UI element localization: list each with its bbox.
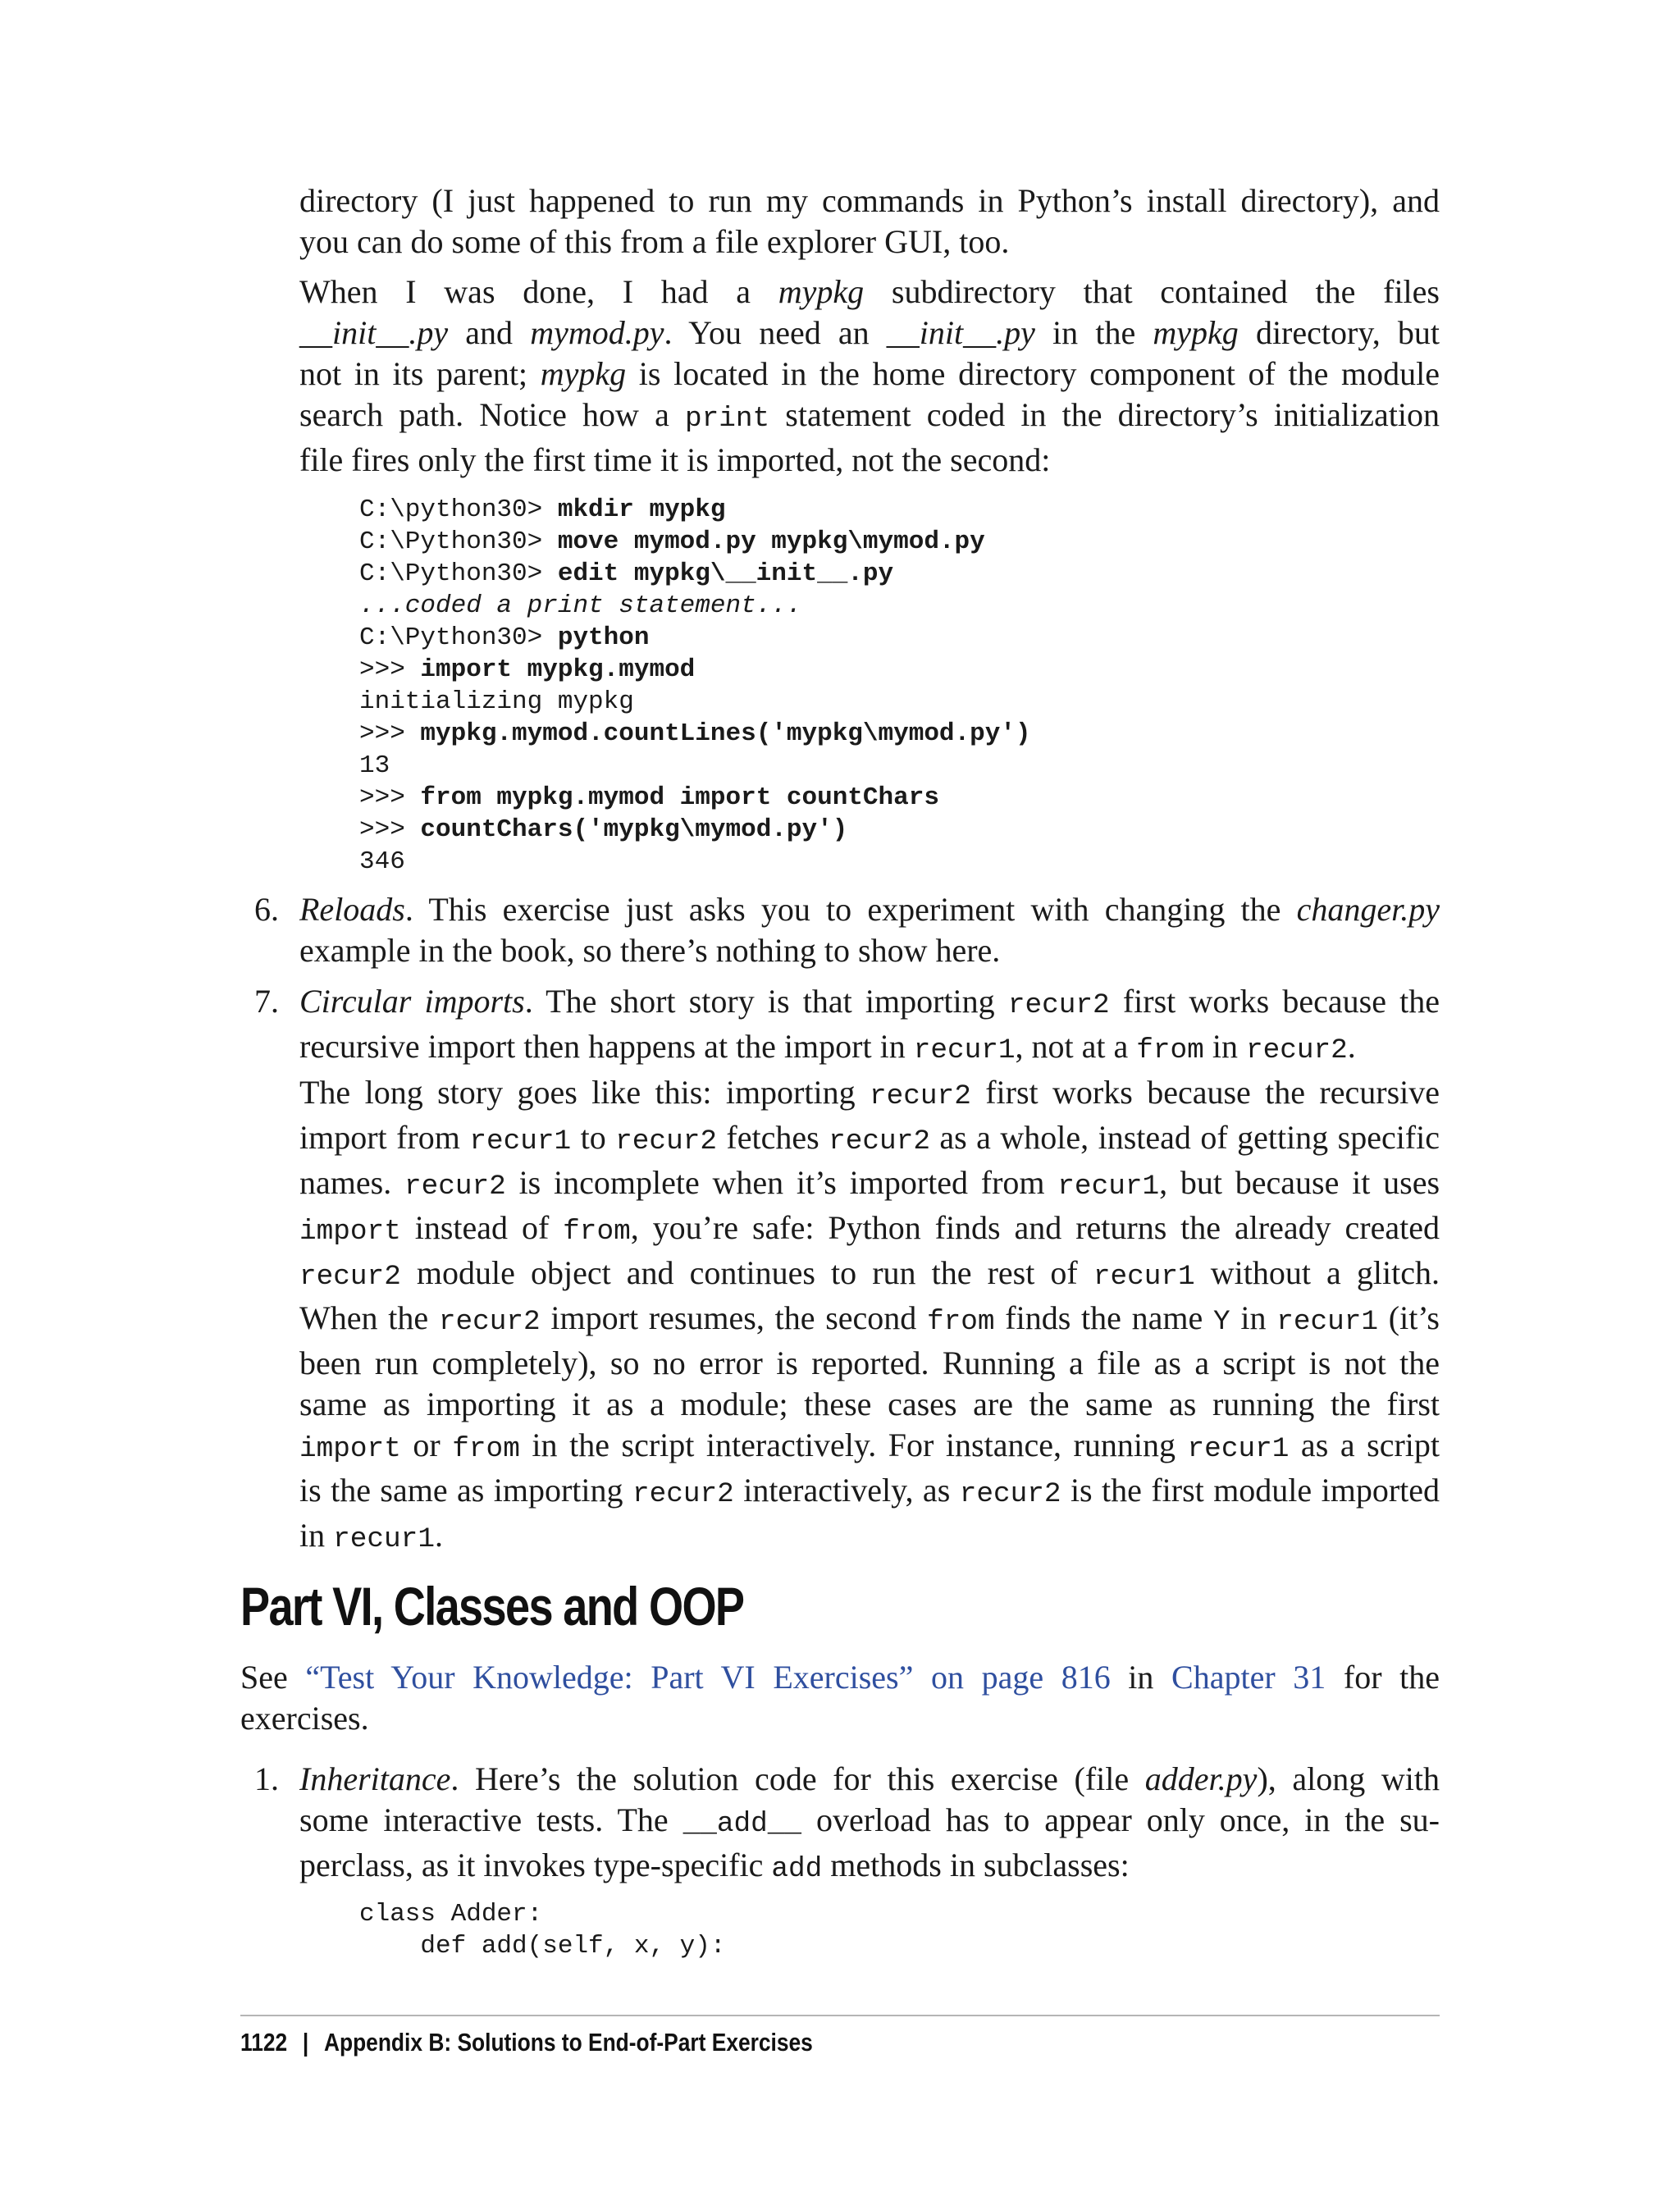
list-item-inheritance bbox=[299, 1759, 1440, 1890]
code-prompt: >>> bbox=[359, 815, 421, 844]
page-footer bbox=[240, 2026, 813, 2059]
inline-code: recur1 bbox=[1057, 1171, 1160, 1203]
text-run: been run completely), so no error is reported. Running a file as a script is not the bbox=[299, 1344, 1440, 1381]
text-line: See “Test Your Knowledge: Part VI Exercises” on page 816 in Chapter 31 for the bbox=[240, 1659, 1440, 1696]
text-run: in bbox=[1230, 1299, 1277, 1336]
inline-code: recur2 bbox=[959, 1478, 1061, 1510]
text-run: is incomplete when it’s imported from bbox=[505, 1164, 1058, 1201]
text-line bbox=[299, 1343, 1440, 1384]
text-line bbox=[299, 1253, 1440, 1298]
code-line bbox=[359, 494, 1031, 526]
code-prompt: >>> bbox=[359, 655, 421, 684]
code-prompt: >>> bbox=[359, 719, 421, 748]
code-command: python bbox=[557, 623, 650, 652]
code-block-mypkg bbox=[359, 494, 1031, 878]
code-block-adder bbox=[359, 1898, 725, 1962]
text-line bbox=[299, 1072, 1440, 1117]
list-item-reloads bbox=[299, 889, 1440, 971]
text-run: same as importing it as a module; these cases are the same as running the first bbox=[299, 1386, 1440, 1422]
code-line bbox=[359, 814, 1031, 846]
text-run: import from bbox=[299, 1119, 470, 1156]
code-line bbox=[359, 526, 1031, 558]
mypkg-paragraph bbox=[299, 272, 1440, 481]
list-number: 1. bbox=[254, 1760, 279, 1797]
inline-code: recur2 bbox=[870, 1080, 971, 1112]
code-line: def add(self, x, y): bbox=[359, 1932, 726, 1961]
text-run: import resumes, the second bbox=[540, 1299, 927, 1336]
code-line bbox=[359, 558, 1031, 590]
text-line: you can do some of this from a file explorer GUI, too. bbox=[299, 223, 1010, 260]
list-item-circular-imports bbox=[299, 981, 1440, 1071]
code-prompt: initializing mypkg bbox=[359, 687, 634, 716]
text-line bbox=[299, 1298, 1440, 1343]
inline-code: recur2 bbox=[632, 1478, 734, 1510]
code-line: class Adder: bbox=[359, 1900, 543, 1929]
code-line bbox=[359, 590, 1031, 622]
inline-code: from bbox=[452, 1433, 520, 1465]
inline-code: Y bbox=[1212, 1306, 1230, 1338]
code-prompt: C:\python30> bbox=[359, 495, 558, 524]
text-run: finds the name bbox=[994, 1299, 1213, 1336]
code-prompt: >>> bbox=[359, 783, 421, 812]
inline-code: recur1 bbox=[469, 1125, 572, 1157]
chapter-link[interactable]: Chapter 31 bbox=[1171, 1659, 1326, 1696]
inline-code: recur2 bbox=[615, 1125, 717, 1157]
intro-paragraph bbox=[299, 180, 1440, 262]
footer-separator: | bbox=[302, 2028, 309, 2057]
text-line: not in its parent; mypkg is located in the home directory component of the module bbox=[299, 355, 1440, 392]
text-line: Reloads. This exercise just asks you to experiment with changing the changer.py bbox=[299, 891, 1440, 928]
text-run: , but because it uses bbox=[1159, 1164, 1440, 1201]
text-line: __init__.py and mymod.py. You need an __init__.py in the mypkg directory, but bbox=[299, 314, 1440, 351]
list-number: 6. bbox=[254, 891, 279, 928]
inline-code: import bbox=[299, 1216, 401, 1248]
text-line: Circular imports. The short story is that importing recur2 first works because the bbox=[299, 983, 1440, 1021]
text-line: Inheritance. Here’s the solution code for this exercise (file adder.py), along with bbox=[299, 1760, 1440, 1797]
inline-code: from bbox=[927, 1306, 995, 1338]
code-command: from mypkg.mymod import countChars bbox=[420, 783, 939, 812]
text-run: is the first module imported bbox=[1061, 1472, 1440, 1509]
code-command: move mymod.py mypkg\mymod.py bbox=[557, 527, 985, 556]
inline-code: recur2 bbox=[299, 1261, 401, 1293]
text-line: file fires only the first time it is imported, not the second: bbox=[299, 441, 1051, 478]
code-command: import mypkg.mymod bbox=[420, 655, 696, 684]
inline-code: recur2 bbox=[438, 1306, 541, 1338]
page-number: 1122 bbox=[240, 2028, 288, 2057]
text-line bbox=[299, 1425, 1440, 1470]
text-line bbox=[299, 1384, 1440, 1425]
text-run: fetches bbox=[716, 1119, 829, 1156]
code-prompt: 13 bbox=[359, 751, 390, 780]
code-prompt: C:\Python30> bbox=[359, 527, 558, 556]
inline-code: import bbox=[299, 1433, 401, 1465]
code-command: countChars('mypkg\mymod.py') bbox=[420, 815, 848, 844]
code-line bbox=[359, 782, 1031, 814]
code-command: edit mypkg\__init__.py bbox=[557, 559, 894, 588]
text-run: module object and continues to run the rest of bbox=[400, 1254, 1093, 1291]
code-prompt: C:\Python30> bbox=[359, 623, 558, 652]
code-line bbox=[359, 750, 1031, 782]
code-line bbox=[359, 846, 1031, 878]
text-run: instead of bbox=[400, 1209, 564, 1246]
code-line bbox=[359, 686, 1031, 718]
text-run: . bbox=[434, 1517, 443, 1554]
text-run: , you’re safe: Python finds and returns the already created bbox=[630, 1209, 1440, 1246]
text-line: perclass, as it invokes type-specific add methods in subclasses: bbox=[299, 1847, 1130, 1885]
text-run: is the same as importing bbox=[299, 1472, 632, 1509]
inline-code: recur2 bbox=[404, 1171, 506, 1203]
text-run: as a whole, instead of getting specific bbox=[929, 1119, 1440, 1156]
text-run: When the bbox=[299, 1299, 439, 1336]
running-title: Appendix B: Solutions to End-of-Part Exercises bbox=[323, 2028, 813, 2057]
text-line bbox=[299, 1470, 1440, 1515]
code-line bbox=[359, 654, 1031, 686]
text-line: example in the book, so there’s nothing to show here. bbox=[299, 932, 1001, 969]
text-run: or bbox=[400, 1427, 453, 1463]
text-line bbox=[299, 1208, 1440, 1253]
text-line bbox=[299, 1162, 1440, 1208]
text-run: (it’s bbox=[1378, 1299, 1440, 1336]
text-run: interactively, as bbox=[733, 1472, 960, 1509]
text-run: in bbox=[299, 1517, 334, 1554]
text-run: The long story goes like this: importing bbox=[299, 1074, 870, 1111]
text-run: first works because the recursive bbox=[970, 1074, 1440, 1111]
inline-code: recur1 bbox=[333, 1523, 435, 1555]
code-line bbox=[359, 718, 1031, 750]
inline-code: from bbox=[563, 1216, 631, 1248]
text-line bbox=[299, 1515, 1440, 1560]
text-line: recursive import then happens at the import in recur1, not at a from in recur2. bbox=[299, 1028, 1356, 1066]
inline-code: recur1 bbox=[1276, 1306, 1379, 1338]
code-command: mkdir mypkg bbox=[557, 495, 726, 524]
text-line bbox=[299, 1117, 1440, 1162]
exercises-link[interactable]: “Test Your Knowledge: Part VI Exercises” on page 816 bbox=[305, 1659, 1111, 1696]
section-heading: Part VI, Classes and OOP bbox=[240, 1576, 744, 1637]
text-line: When I was done, I had a mypkg subdirectory that contained the files bbox=[299, 273, 1440, 310]
long-story-paragraph bbox=[299, 1072, 1440, 1560]
see-exercises-paragraph bbox=[240, 1657, 1440, 1739]
inline-code: recur1 bbox=[1093, 1261, 1195, 1293]
text-line: exercises. bbox=[240, 1700, 369, 1737]
code-command: mypkg.mymod.countLines('mypkg\mymod.py') bbox=[420, 719, 1031, 748]
text-line: directory (I just happened to run my commands in Python’s install directory), and bbox=[299, 182, 1440, 219]
code-line bbox=[359, 622, 1031, 654]
text-run: in the script interactively. For instance, running bbox=[519, 1427, 1188, 1463]
code-prompt: 346 bbox=[359, 847, 405, 876]
inline-code: recur1 bbox=[1187, 1433, 1290, 1465]
code-comment: ...coded a print statement... bbox=[359, 591, 802, 620]
list-number: 7. bbox=[254, 983, 279, 1020]
code-prompt: C:\Python30> bbox=[359, 559, 558, 588]
text-run: as a script bbox=[1289, 1427, 1440, 1463]
inline-code: recur2 bbox=[829, 1125, 930, 1157]
text-line: some interactive tests. The __add__ overload has to appear only once, in the su- bbox=[299, 1801, 1440, 1840]
text-run: names. bbox=[299, 1164, 404, 1201]
text-line: search path. Notice how a print statement coded in the directory’s initialization bbox=[299, 396, 1440, 435]
text-run: to bbox=[571, 1119, 616, 1156]
footer-rule bbox=[240, 2015, 1440, 2016]
text-run: without a glitch. bbox=[1194, 1254, 1440, 1291]
